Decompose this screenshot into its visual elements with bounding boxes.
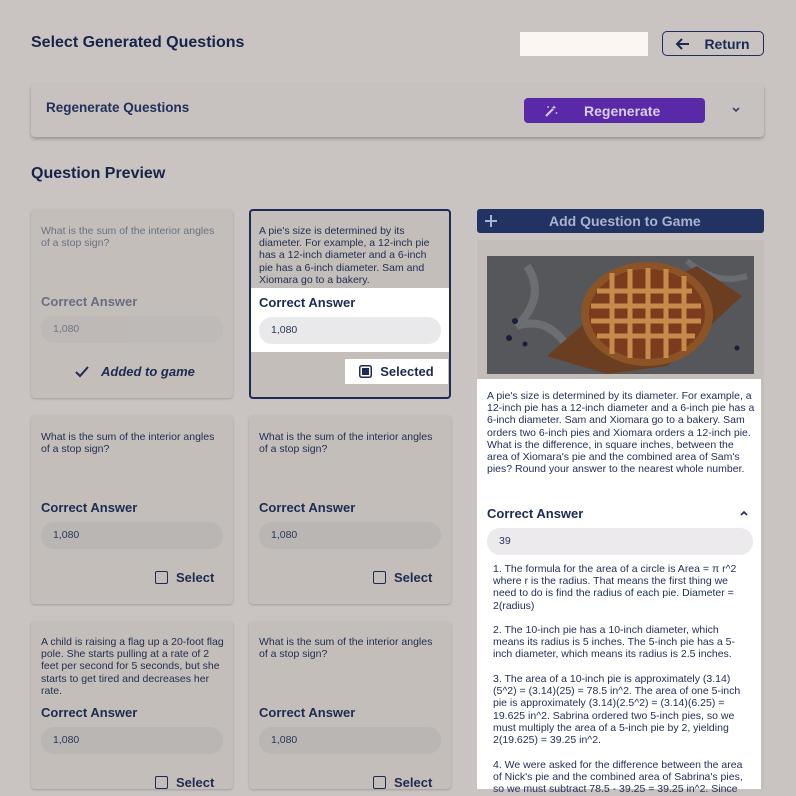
- card-correct-label: Correct Answer: [259, 500, 356, 515]
- blank-field: [520, 32, 648, 56]
- chevron-up-icon[interactable]: [739, 509, 749, 517]
- card-question: What is the sum of the interior angles of a stop sign?: [41, 431, 215, 456]
- card-correct-label: Correct Answer: [259, 295, 356, 310]
- question-card-selected[interactable]: [249, 209, 451, 399]
- card-question: What is the sum of the interior angles of a stop sign?: [41, 225, 215, 250]
- card-answer: 1,080: [259, 522, 441, 549]
- plus-icon: [485, 215, 497, 227]
- pie-image: [487, 256, 754, 374]
- page-title: Select Generated Questions: [31, 34, 245, 51]
- question-card[interactable]: [31, 621, 233, 789]
- card-correct-label: Correct Answer: [41, 294, 138, 309]
- card-question: What is the sum of the interior angles of a stop sign?: [259, 431, 433, 456]
- card-answer: 1,080: [259, 727, 441, 754]
- checkbox-checked-icon: [359, 365, 372, 378]
- question-card[interactable]: [249, 621, 451, 789]
- select-label: Select: [394, 775, 433, 790]
- card-question: A child is raising a flag up a 20-foot flag pole. She starts pulling at a rate of 2 feet per second for 5 seconds, but she starts to get tired and decreases her rate.: [41, 636, 224, 697]
- detail-answer: 39: [487, 528, 753, 555]
- section-title: Question Preview: [31, 165, 166, 182]
- question-card[interactable]: [249, 415, 451, 604]
- added-status: [75, 364, 195, 379]
- select-toggle[interactable]: [155, 775, 214, 790]
- card-question: A pie's size is determined by its diameter. For example, a 12-inch pie has a 12-inch diameter and a 6-inch pie has a 6-inch diameter. Sam and Xiomara go to a bakery.: [259, 225, 430, 286]
- arrow-left-icon: [676, 38, 690, 50]
- checkmark-icon: [75, 366, 89, 378]
- card-answer: 1,080: [259, 317, 441, 344]
- solution-step: 3. The area of a 10-inch pie is approximately (3.14)(5^2) = (3.14)(25) = 78.5 in^2. The area of one 5-inch pie is approximately (3.14)(2.5^2) = (3.14)(6.25) = 19.625 in^2. Sabrina ordered two 5-inch pies, so we must multiply the area of a 5-inch pie by 2, yielding 2(19.625) = 39.25 in^2.: [493, 673, 741, 747]
- detail-content: [477, 379, 761, 796]
- question-card[interactable]: [31, 415, 233, 604]
- answer-section: [251, 288, 449, 352]
- added-label: Added to game: [101, 364, 195, 379]
- checkbox-icon: [373, 776, 386, 789]
- solution-step: 2. The 10-inch pie has a 10-inch diameter, which means its radius is 5 inches. The 5-inch pie has a 5-inch diameter, which means its radius is 2.5 inches.: [493, 624, 736, 661]
- checkbox-icon: [373, 571, 386, 584]
- checkbox-icon: [155, 571, 168, 584]
- question-card[interactable]: [31, 209, 233, 398]
- solution-step: 1. The formula for the area of a circle is Area = π r^2 where r is the radius. That means the first thing we need to do is find the radius of each pie. Diameter = 2(radius): [493, 563, 737, 612]
- select-label: Select: [176, 570, 215, 585]
- magic-wand-icon: [544, 104, 558, 118]
- regenerate-button[interactable]: [524, 98, 705, 123]
- card-question: What is the sum of the interior angles of a stop sign?: [259, 636, 433, 661]
- select-toggle[interactable]: [155, 570, 214, 585]
- select-label: Select: [394, 570, 433, 585]
- selected-toggle[interactable]: [345, 359, 448, 384]
- return-button[interactable]: [662, 31, 764, 56]
- regenerate-label: Regenerate Questions: [46, 100, 190, 115]
- solution-step: 4. We were asked for the difference between the area of Nick's pie and the combined area of Sabrina's pies, so we must subtract 78.5 - 39.25 = 39.25 in^2. Since: [493, 759, 743, 796]
- selected-label: Selected: [380, 364, 434, 379]
- regenerate-button-label: Regenerate: [584, 102, 661, 119]
- card-answer: 1,080: [41, 727, 223, 754]
- add-question-label: Add Question to Game: [549, 213, 701, 229]
- add-question-button[interactable]: [477, 209, 764, 233]
- chevron-down-icon[interactable]: [731, 106, 741, 114]
- card-answer: 1,080: [41, 316, 223, 343]
- scrollbar-track[interactable]: [761, 379, 764, 789]
- detail-question: A pie's size is determined by its diameter. For example, a 12-inch pie has a 12-inch diameter and a 6-inch pie has a 6-inch diameter. Sam and Xiomara go to a bakery. Sam orders two 6-inch pies and Xiomara orders a 12-inch pie. What is the difference, in square inches, between the area of Xiomara's pie and the combined area of Sam's pies? Round your answer to the nearest whole number.: [487, 390, 755, 476]
- return-label: Return: [704, 35, 750, 52]
- card-answer: 1,080: [41, 522, 223, 549]
- detail-correct-label: Correct Answer: [487, 506, 584, 521]
- card-correct-label: Correct Answer: [259, 705, 356, 720]
- card-correct-label: Correct Answer: [41, 705, 138, 720]
- card-correct-label: Correct Answer: [41, 500, 138, 515]
- select-label: Select: [176, 775, 215, 790]
- select-toggle[interactable]: [373, 570, 432, 585]
- checkbox-icon: [155, 776, 168, 789]
- select-toggle[interactable]: [373, 775, 432, 790]
